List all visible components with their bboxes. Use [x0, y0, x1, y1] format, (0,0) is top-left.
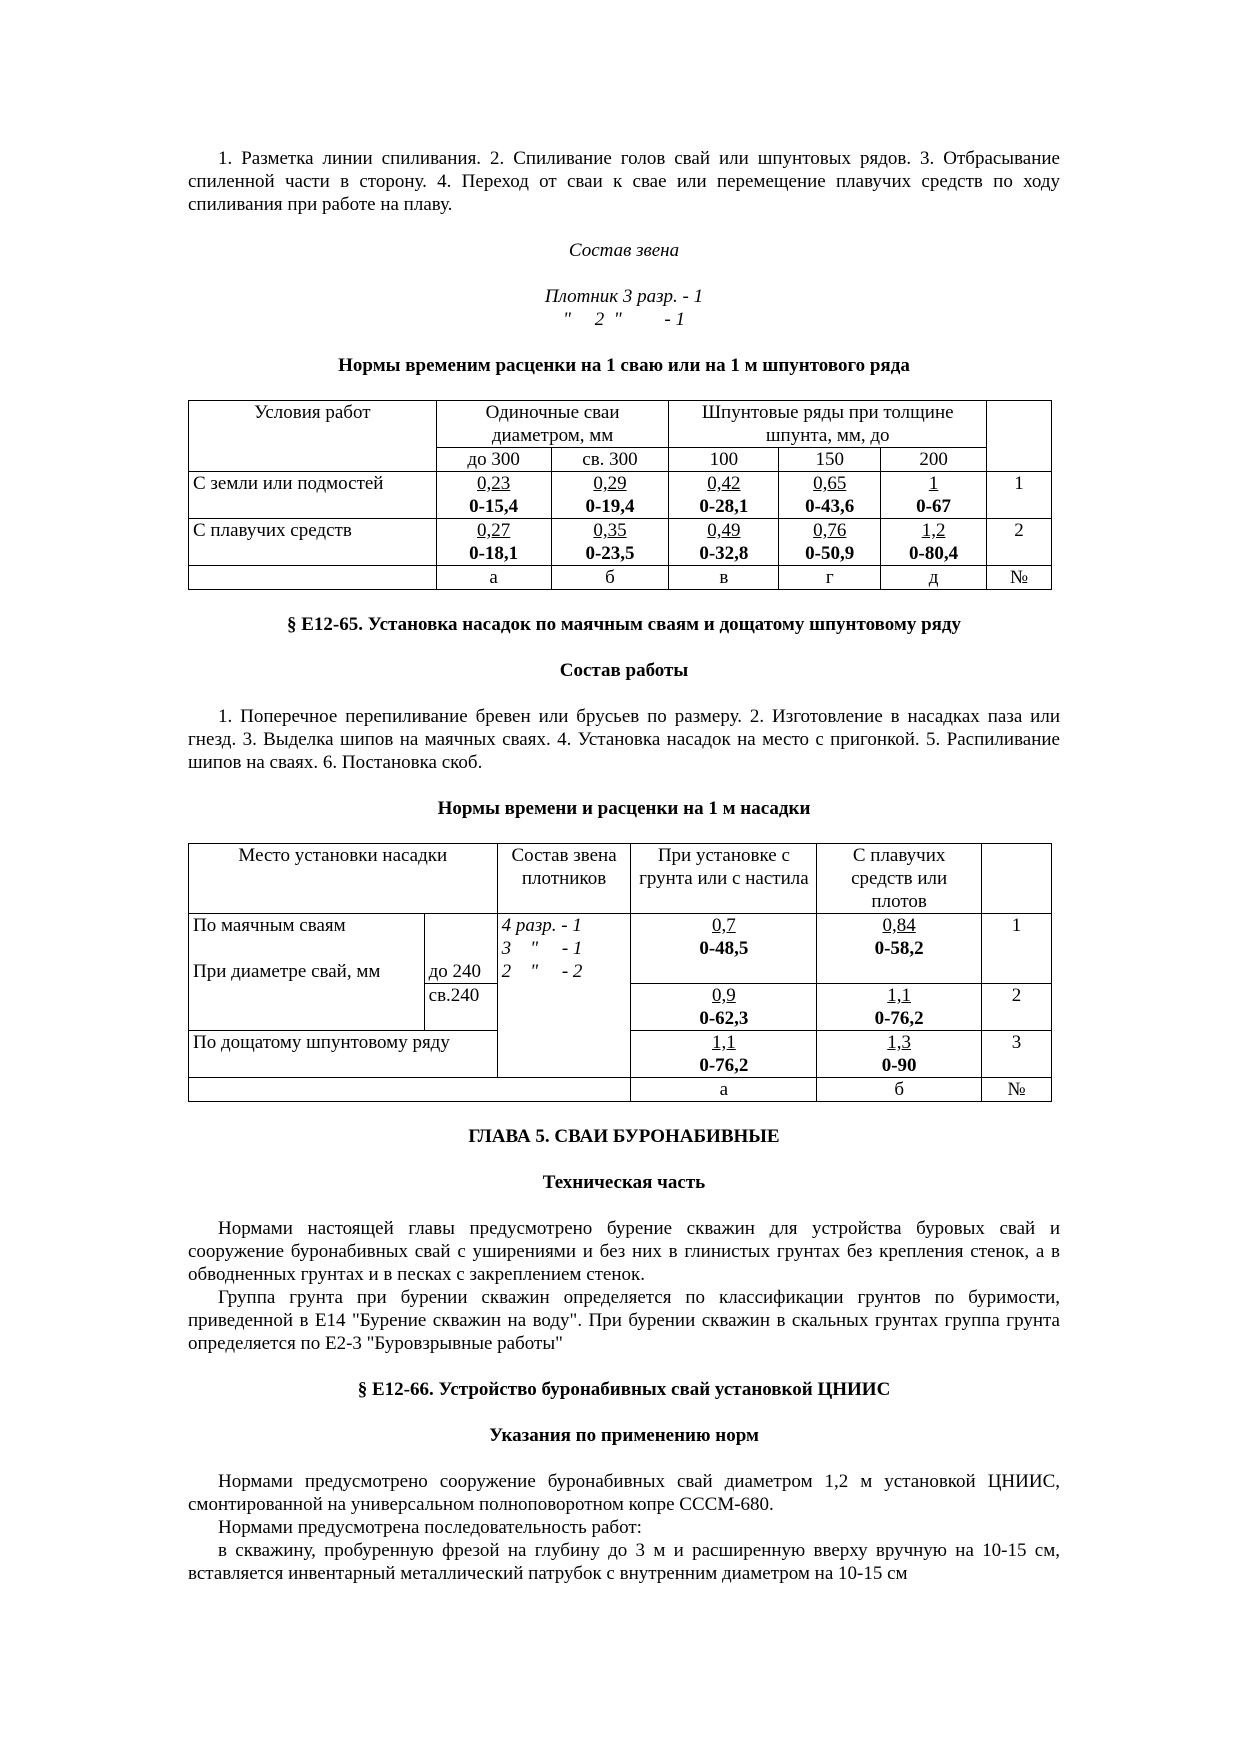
column-letter: в: [669, 566, 779, 590]
column-letter: г: [779, 566, 881, 590]
time-norm: 0,65: [813, 473, 847, 494]
table1-title: Нормы временим расценки на 1 сваю или на 1 м шпунтового ряда: [338, 355, 910, 376]
price: 0-58,2: [874, 938, 924, 959]
cell: [551, 519, 669, 566]
beacon-piles-label: По маячным сваям: [193, 915, 346, 936]
header-ground: При установке с грунта или с настила: [631, 844, 817, 914]
norms-table-1: [188, 400, 1052, 590]
document-page: [188, 147, 1060, 1585]
crew-line: 3 " - 1: [501, 938, 583, 959]
time-norm: 0,42: [707, 473, 741, 494]
price: 0-48,5: [699, 938, 749, 959]
cell: [551, 472, 669, 519]
time-norm: 0,7: [711, 915, 736, 936]
cell: [817, 1031, 982, 1078]
price: 0-67: [916, 496, 951, 517]
time-norm: 1,3: [887, 1032, 912, 1053]
cell: [881, 472, 987, 519]
crew-heading: Состав звена: [568, 240, 680, 261]
price: 0-43,6: [805, 496, 855, 517]
row-label: С земли или подмостей: [189, 472, 437, 519]
crew-line-1: Плотник 3 разр. - 1: [544, 286, 704, 307]
row-number: 2: [982, 984, 1052, 1031]
chapter-5-heading: ГЛАВА 5. СВАИ БУРОНАБИВНЫЕ: [468, 1126, 780, 1147]
row-label: По дощатому шпунтовому ряду: [189, 1031, 498, 1078]
letters-row: [189, 566, 1052, 590]
cell: [436, 472, 551, 519]
cell: [669, 519, 779, 566]
cell: [631, 1031, 817, 1078]
crew-line-2: " 2 " - 1: [562, 309, 686, 330]
price: 0-23,5: [585, 543, 635, 564]
column-letter: №: [987, 566, 1052, 590]
price: 0-32,8: [699, 543, 749, 564]
subheader: 200: [881, 448, 987, 472]
price: 0-76,2: [874, 1008, 924, 1029]
column-letter: б: [817, 1078, 982, 1102]
row-number: 1: [987, 472, 1052, 519]
cell: [436, 519, 551, 566]
time-norm: 0,23: [477, 473, 511, 494]
diameter-over-240: св.240: [424, 984, 497, 1031]
table-row: [189, 914, 1052, 984]
subheader: 150: [779, 448, 881, 472]
row-number: 2: [987, 519, 1052, 566]
price: 0-19,4: [585, 496, 635, 517]
price: 0-90: [881, 1055, 917, 1076]
time-norm: 0,35: [593, 520, 627, 541]
norms-table-2: [188, 843, 1052, 1102]
guide-paragraph-3: в скважину, пробуренную фрезой на глубину до 3 м и расширенную вверху вручную на 10-15 см, вставляется инвентарный металлический патрубок с внутренним диаметром на 10-15 см: [188, 1540, 1060, 1584]
cell: [669, 472, 779, 519]
cell: [817, 914, 982, 984]
crew-cell: [497, 914, 631, 1078]
header-place: Место установки насадки: [189, 844, 498, 914]
column-letter: №: [982, 1078, 1052, 1102]
subheader: до 300: [436, 448, 551, 472]
subheader: св. 300: [551, 448, 669, 472]
guidance-heading: Указания по применению норм: [489, 1425, 759, 1446]
table-row: [189, 472, 1052, 519]
row-number: 1: [982, 914, 1052, 984]
time-norm: 1,1: [711, 1032, 736, 1053]
row-label: [189, 914, 425, 1031]
row-label: С плавучих средств: [189, 519, 437, 566]
time-norm: 1,1: [887, 985, 912, 1006]
price: 0-76,2: [699, 1055, 749, 1076]
work-heading: Состав работы: [559, 660, 689, 681]
price: 0-15,4: [469, 496, 519, 517]
header-empty: [982, 844, 1052, 914]
section-e12-65: § Е12-65. Установка насадок по маячным сваям и дощатому шпунтовому ряду: [286, 614, 962, 635]
cell: [779, 472, 881, 519]
table2-title: Нормы времени и расценки на 1 м насадки: [437, 798, 811, 819]
diameter-up-to-240: [424, 914, 497, 984]
time-norm: 1,2: [921, 520, 946, 541]
work-paragraph: 1. Поперечное перепиливание бревен или брусьев по размеру. 2. Изготовление в насадках паза или гнезд. 3. Выделка шипов на маячных сваях. 4. Установка насадок на место с пригонкой. 5. Распиливание шипов на сваях. 6. Постановка скоб.: [188, 706, 1060, 773]
time-norm: 0,9: [711, 985, 736, 1006]
cell: [881, 519, 987, 566]
header-conditions: Условия работ: [189, 401, 437, 472]
time-norm: 0,27: [477, 520, 511, 541]
diameter-label: При диаметре свай, мм: [193, 961, 381, 982]
header-floating: С плавучих средств или плотов: [817, 844, 982, 914]
subheader: 100: [669, 448, 779, 472]
price: 0-28,1: [699, 496, 749, 517]
cell: [817, 984, 982, 1031]
header-sheet-piles: Шпунтовые ряды при толщине шпунта, мм, до: [669, 401, 987, 448]
time-norm: 1: [928, 473, 939, 494]
column-letter: б: [551, 566, 669, 590]
time-norm: 0,49: [707, 520, 741, 541]
tech-paragraph-2: Группа грунта при бурении скважин определяется по классификации грунтов по буримости, приведенной в Е14 "Бурение скважин на воду". При бурении скважин в скальных грунтах группа грунта определяется по Е2-3 "Буровзрывные работы": [188, 1287, 1060, 1354]
tech-paragraph-1: Нормами настоящей главы предусмотрено бурение скважин для устройства буровых свай и сооружение буронабивных свай с уширениями и без них в глинистых грунтах без крепления стенок, а в обводненных грунтах и в песках с закреплением стенок.: [188, 1218, 1060, 1285]
column-letter: а: [631, 1078, 817, 1102]
time-norm: 0,29: [593, 473, 627, 494]
crew-line: 2 " - 2: [501, 961, 583, 982]
guide-paragraph-1: Нормами предусмотрено сооружение буронабивных свай диаметром 1,2 м установкой ЦНИИС, смонтированной на универсальном полноповоротном копре СССМ-680.: [188, 1471, 1060, 1515]
table-row: [189, 519, 1052, 566]
cell: [631, 984, 817, 1031]
price: 0-80,4: [909, 543, 959, 564]
empty-cell: [189, 566, 437, 590]
intro-paragraph: 1. Разметка линии спиливания. 2. Спиливание голов свай или шпунтовых рядов. 3. Отбрасывание спиленной части в сторону. 4. Переход от сваи к свае или перемещение плавучих средств по ходу спиливания при работе на плаву.: [188, 148, 1060, 215]
row-number: 3: [982, 1031, 1052, 1078]
time-norm: 0,76: [813, 520, 847, 541]
cell: [631, 914, 817, 984]
section-e12-66: § Е12-66. Устройство буронабивных свай установкой ЦНИИС: [357, 1379, 891, 1400]
header-single-piles: Одиночные сваи диаметром, мм: [436, 401, 669, 448]
letters-row: [189, 1078, 1052, 1102]
price: 0-18,1: [469, 543, 519, 564]
price: 0-50,9: [805, 543, 855, 564]
diameter-value: до 240: [428, 961, 482, 982]
column-letter: д: [881, 566, 987, 590]
header-crew: Состав звена плотников: [497, 844, 631, 914]
guide-paragraph-2: Нормами предусмотрена последовательность работ:: [218, 1517, 642, 1538]
cell: [779, 519, 881, 566]
price: 0-62,3: [699, 1008, 749, 1029]
empty-cell: [189, 1078, 631, 1102]
time-norm: 0,84: [882, 915, 916, 936]
technical-part-heading: Техническая часть: [542, 1172, 706, 1193]
crew-line: 4 разр. - 1: [501, 915, 582, 936]
column-letter: а: [436, 566, 551, 590]
header-empty: [987, 401, 1052, 472]
